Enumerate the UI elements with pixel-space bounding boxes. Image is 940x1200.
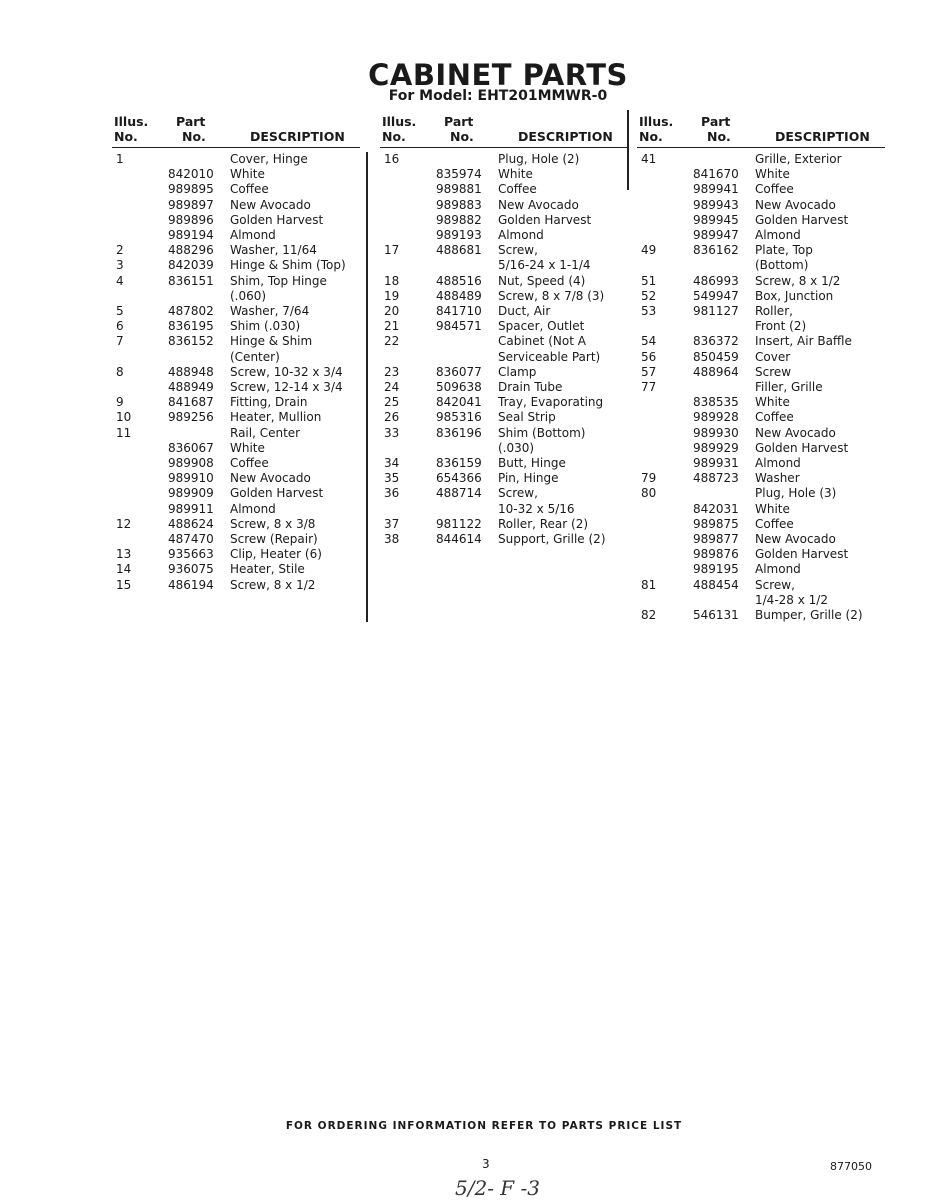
part-number: 989194: [168, 228, 214, 242]
description: Serviceable Part): [498, 349, 601, 364]
description: Almond: [230, 228, 276, 242]
description: Screw,: [498, 243, 538, 258]
description: Coffee: [755, 410, 794, 425]
description: New Avocado: [498, 197, 579, 212]
part-number: 488948: [168, 364, 214, 379]
part-number: 836151: [168, 273, 214, 288]
part-number: 989931: [693, 456, 739, 470]
description: Butt, Hinge: [498, 456, 566, 470]
part-number: 835974: [436, 167, 482, 182]
description: Shim (.030): [230, 319, 301, 334]
illus-number: 53: [641, 304, 657, 318]
part-number: 989908: [168, 456, 214, 470]
description: Coffee: [230, 456, 269, 470]
header-rule: [112, 147, 360, 148]
description: Cover, Hinge: [230, 152, 308, 166]
description: 5/16-24 x 1-1/4: [498, 258, 591, 273]
description: Roller, Rear (2): [498, 516, 589, 531]
part-number: 841687: [168, 395, 214, 410]
header-rule: [380, 147, 628, 148]
part-number: 989876: [693, 547, 739, 562]
illus-number: 6: [116, 319, 124, 334]
part-number: 989941: [693, 182, 739, 197]
description: White: [498, 167, 533, 182]
header-desc: DESCRIPTION: [775, 129, 870, 144]
part-number: 989877: [693, 532, 739, 546]
part-number: 989895: [168, 182, 214, 197]
part-number: 989897: [168, 197, 214, 212]
part-number: 841670: [693, 167, 739, 182]
description: Shim, Top Hinge: [230, 273, 327, 288]
illus-number: 51: [641, 273, 657, 288]
part-number: 989881: [436, 182, 482, 197]
part-number: 850459: [693, 349, 739, 364]
illus-number: 26: [384, 410, 400, 425]
description: Filler, Grille: [755, 380, 823, 394]
part-number: 844614: [436, 532, 482, 546]
description: Screw, 8 x 1/2: [230, 577, 316, 592]
description: Cabinet (Not A: [498, 334, 586, 349]
illus-number: 16: [384, 152, 400, 166]
description: Screw: [755, 364, 792, 379]
illus-number: 7: [116, 334, 124, 349]
part-number: 546131: [693, 608, 739, 622]
handwritten-note: 5/2- F -3: [455, 1176, 541, 1200]
description: Insert, Air Baffle: [755, 334, 852, 349]
description: Almond: [755, 456, 801, 470]
illus-number: 38: [384, 532, 400, 546]
description: Golden Harvest: [230, 212, 324, 227]
ordering-note: FOR ORDERING INFORMATION REFER TO PARTS PRICE LIST: [285, 1120, 683, 1132]
part-number: 989909: [168, 486, 214, 501]
description: Rail, Center: [230, 425, 301, 440]
description: Nut, Speed (4): [498, 273, 586, 288]
part-number: 985316: [436, 410, 482, 425]
illus-number: 5: [116, 304, 124, 318]
description: (Center): [230, 349, 280, 364]
part-number: 836162: [693, 243, 739, 258]
description: Golden Harvest: [755, 212, 849, 227]
illus-number: 33: [384, 425, 400, 440]
description: Pin, Hinge: [498, 471, 559, 486]
illus-number: 25: [384, 395, 400, 410]
column-header: [380, 114, 630, 148]
description: Clamp: [498, 364, 537, 379]
description: New Avocado: [230, 197, 311, 212]
description: Roller,: [755, 304, 793, 318]
part-number: 984571: [436, 319, 482, 334]
column-header: [112, 114, 362, 148]
illus-number: 34: [384, 456, 400, 470]
illus-number: 18: [384, 273, 400, 288]
document-id: 877050: [830, 1160, 872, 1173]
part-number: 838535: [693, 395, 739, 410]
part-number: 836195: [168, 319, 214, 334]
column-divider: [627, 110, 629, 190]
illus-number: 17: [384, 243, 400, 258]
parts-column-3: [637, 114, 887, 622]
part-number: 486194: [168, 577, 214, 592]
header-part: No.: [450, 129, 474, 144]
header-illus: Illus.: [639, 114, 674, 129]
part-number: 488296: [168, 243, 214, 258]
description: New Avocado: [230, 471, 311, 486]
description: Grille, Exterior: [755, 152, 842, 166]
illus-number: 21: [384, 319, 400, 334]
description: Spacer, Outlet: [498, 319, 585, 334]
part-number: 989911: [168, 501, 214, 516]
illus-number: 24: [384, 380, 400, 394]
header-desc: DESCRIPTION: [518, 129, 613, 144]
description: White: [755, 167, 790, 182]
description: White: [755, 395, 790, 410]
description: Plug, Hole (2): [498, 152, 580, 166]
part-number: 989883: [436, 197, 482, 212]
description: Plug, Hole (3): [755, 486, 837, 501]
description: Screw, 8 x 3/8: [230, 516, 316, 531]
part-number: 989945: [693, 212, 739, 227]
parts-column-2: [380, 114, 630, 546]
description: Hinge & Shim (Top): [230, 258, 346, 273]
illus-number: 54: [641, 334, 657, 349]
illus-number: 14: [116, 562, 132, 577]
part-number: 981127: [693, 304, 739, 318]
part-number: 989943: [693, 197, 739, 212]
description: Almond: [755, 562, 801, 577]
header-part: No.: [707, 129, 731, 144]
description: Golden Harvest: [755, 547, 849, 562]
illus-number: 80: [641, 486, 657, 501]
description: New Avocado: [755, 197, 836, 212]
illus-number: 81: [641, 577, 657, 592]
description: Screw, 8 x 7/8 (3): [498, 288, 605, 303]
header-illus: No.: [382, 129, 406, 144]
illus-number: 19: [384, 288, 400, 303]
part-number: 836159: [436, 456, 482, 470]
description: Support, Grille (2): [498, 532, 606, 546]
part-number: 488964: [693, 364, 739, 379]
part-number: 486993: [693, 273, 739, 288]
description: Screw,: [498, 486, 538, 501]
illus-number: 77: [641, 380, 657, 394]
description: Cover: [755, 349, 791, 364]
part-number: 488949: [168, 380, 214, 394]
description: Coffee: [755, 182, 794, 197]
illus-number: 11: [116, 425, 132, 440]
description: Bumper, Grille (2): [755, 608, 863, 622]
header-rule: [637, 147, 885, 148]
part-number: 509638: [436, 380, 482, 394]
description: Heater, Mullion: [230, 410, 322, 425]
illus-number: 12: [116, 516, 132, 531]
description: White: [755, 501, 790, 516]
illus-number: 57: [641, 364, 657, 379]
description: Golden Harvest: [498, 212, 592, 227]
illus-number: 79: [641, 471, 657, 486]
illus-number: 22: [384, 334, 400, 349]
part-number: 989930: [693, 425, 739, 440]
part-number: 935663: [168, 547, 214, 562]
part-number: 989928: [693, 410, 739, 425]
illus-number: 41: [641, 152, 657, 166]
part-number: 488681: [436, 243, 482, 258]
description: Washer, 7/64: [230, 304, 310, 318]
description: Screw, 8 x 1/2: [755, 273, 841, 288]
description: Screw, 12-14 x 3/4: [230, 380, 343, 394]
part-number: 488489: [436, 288, 482, 303]
description: Clip, Heater (6): [230, 547, 322, 562]
part-number: 989882: [436, 212, 482, 227]
part-number: 836152: [168, 334, 214, 349]
part-number: 989193: [436, 228, 482, 242]
header-illus: No.: [639, 129, 663, 144]
page-number: 3: [482, 1157, 490, 1171]
part-number: 936075: [168, 562, 214, 577]
part-number: 488723: [693, 471, 739, 486]
part-number: 989875: [693, 516, 739, 531]
description: (.030): [498, 440, 535, 455]
description: Almond: [755, 228, 801, 242]
description: Shim (Bottom): [498, 425, 586, 440]
illus-number: 37: [384, 516, 400, 531]
part-number: 488454: [693, 577, 739, 592]
part-number: 488516: [436, 273, 482, 288]
illus-number: 13: [116, 547, 132, 562]
description: Fitting, Drain: [230, 395, 308, 410]
part-number: 487802: [168, 304, 214, 318]
description: Coffee: [230, 182, 269, 197]
parts-column-1: [112, 114, 362, 592]
column-header: [637, 114, 887, 148]
description: White: [230, 167, 265, 182]
part-number: 841710: [436, 304, 482, 318]
part-number: 989910: [168, 471, 214, 486]
description: Screw (Repair): [230, 532, 318, 546]
description: White: [230, 440, 265, 455]
description: Golden Harvest: [230, 486, 324, 501]
description: Heater, Stile: [230, 562, 305, 577]
description: Plate, Top: [755, 243, 813, 258]
header-desc: DESCRIPTION: [250, 129, 345, 144]
illus-number: 23: [384, 364, 400, 379]
part-number: 989947: [693, 228, 739, 242]
description: New Avocado: [755, 532, 836, 546]
description: Coffee: [498, 182, 537, 197]
part-number: 842039: [168, 258, 214, 273]
part-number: 981122: [436, 516, 482, 531]
part-number: 487470: [168, 532, 214, 546]
part-number: 842031: [693, 501, 739, 516]
part-number: 989896: [168, 212, 214, 227]
illus-number: 20: [384, 304, 400, 318]
part-number: 836196: [436, 425, 482, 440]
header-part: Part: [444, 114, 474, 129]
header-part: Part: [176, 114, 206, 129]
part-number: 989256: [168, 410, 214, 425]
illus-number: 10: [116, 410, 132, 425]
description: New Avocado: [755, 425, 836, 440]
description: Golden Harvest: [755, 440, 849, 455]
column-divider: [366, 152, 368, 622]
illus-number: 52: [641, 288, 657, 303]
part-number: 836077: [436, 364, 482, 379]
description: 10-32 x 5/16: [498, 501, 575, 516]
header-illus: Illus.: [382, 114, 417, 129]
illus-number: 56: [641, 349, 657, 364]
part-number: 836067: [168, 440, 214, 455]
description: Hinge & Shim: [230, 334, 313, 349]
illus-number: 9: [116, 395, 124, 410]
illus-number: 49: [641, 243, 657, 258]
description: Washer: [755, 471, 800, 486]
part-number: 842010: [168, 167, 214, 182]
illus-number: 8: [116, 364, 124, 379]
header-part: No.: [182, 129, 206, 144]
description: Tray, Evaporating: [498, 395, 604, 410]
illus-number: 15: [116, 577, 132, 592]
description: Front (2): [755, 319, 807, 334]
illus-number: 36: [384, 486, 400, 501]
part-number: 488714: [436, 486, 482, 501]
part-number: 654366: [436, 471, 482, 486]
description: Seal Strip: [498, 410, 556, 425]
header-part: Part: [701, 114, 731, 129]
illus-number: 2: [116, 243, 124, 258]
header-illus: Illus.: [114, 114, 149, 129]
description: Almond: [230, 501, 276, 516]
part-number: 842041: [436, 395, 482, 410]
part-number: 989195: [693, 562, 739, 577]
illus-number: 3: [116, 258, 124, 273]
part-number: 549947: [693, 288, 739, 303]
description: Coffee: [755, 516, 794, 531]
description: (.060): [230, 288, 267, 303]
description: Screw, 10-32 x 3/4: [230, 364, 343, 379]
part-number: 989929: [693, 440, 739, 455]
illus-number: 4: [116, 273, 124, 288]
part-number: 488624: [168, 516, 214, 531]
page-title: CABINET PARTS: [368, 58, 628, 92]
description: Washer, 11/64: [230, 243, 317, 258]
description: Screw,: [755, 577, 795, 592]
illus-number: 82: [641, 608, 657, 622]
description: 1/4-28 x 1/2: [755, 592, 828, 607]
description: Duct, Air: [498, 304, 551, 318]
description: Drain Tube: [498, 380, 563, 394]
model-subtitle: For Model: EHT201MMWR-0: [388, 88, 608, 104]
header-illus: No.: [114, 129, 138, 144]
part-number: 836372: [693, 334, 739, 349]
illus-number: 1: [116, 152, 124, 166]
illus-number: 35: [384, 471, 400, 486]
description: Box, Junction: [755, 288, 834, 303]
description: Almond: [498, 228, 544, 242]
description: (Bottom): [755, 258, 809, 273]
